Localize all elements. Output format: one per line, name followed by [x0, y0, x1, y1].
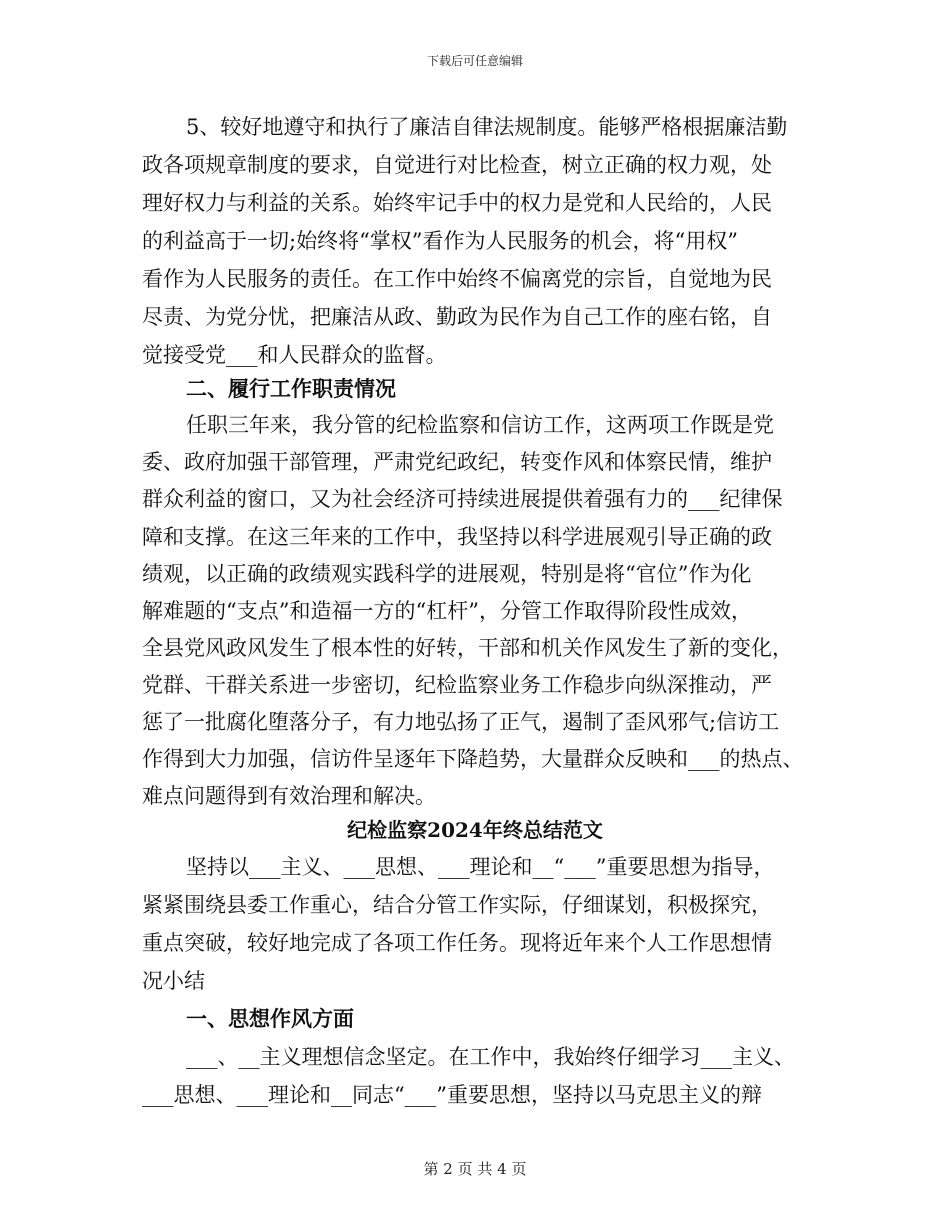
section-heading: 一、思想作风方面: [186, 1006, 354, 1031]
paragraph-line: 坚持以___主义、___思想、___理论和__“___”重要思想为指导，: [186, 855, 775, 879]
paragraph-line: 况小结: [142, 969, 205, 993]
paragraph-line: 理好权力与利益的关系。始终牢记手中的权力是党和人民给的，人民: [142, 191, 772, 215]
paragraph-line: 尽责、为党分忧，把廉洁从政、勤政为民作为自己工作的座右铭，自: [142, 305, 772, 329]
paragraph-line: 任职三年来，我分管的纪检监察和信访工作，这两项工作既是党: [186, 413, 774, 437]
page-number-footer: 第 2 页 共 4 页: [423, 1160, 527, 1178]
paragraph-line: 作得到大力加强，信访件呈逐年下降趋势，大量群众反映和___的热点、: [142, 747, 804, 771]
paragraph-line: 觉接受党___和人民群众的监督。: [142, 343, 447, 367]
paragraph-line: 绩观，以正确的政绩观实践科学的进展观，特别是将“官位”作为化: [142, 562, 752, 586]
paragraph-line: 惩了一批腐化堕落分子，有力地弘扬了正气，遏制了歪风邪气;信访工: [142, 710, 780, 734]
paragraph-line: 党群、干群关系进一步密切，纪检监察业务工作稳步向纵深推动，严: [142, 673, 772, 697]
paragraph-line: 难点问题得到有效治理和解决。: [142, 784, 436, 808]
section-heading: 二、履行工作职责情况: [186, 376, 396, 401]
document-title: 纪检监察2024年终总结范文: [347, 818, 603, 842]
paragraph-line: ___、__主义理想信念坚定。在工作中，我始终仔细学习___主义、: [186, 1045, 795, 1069]
paragraph-line: 解难题的“支点”和造福一方的“杠杆”，分管工作取得阶段性成效，: [142, 599, 752, 623]
paragraph-line: 看作为人民服务的责任。在工作中始终不偏离党的宗旨，自觉地为民: [142, 267, 772, 291]
paragraph-line: ___思想、___理论和__同志“___”重要思想，坚持以马克思主义的辩: [142, 1083, 762, 1107]
paragraph-line: 政各项规章制度的要求，自觉进行对比检查，树立正确的权力观，处: [142, 153, 772, 177]
paragraph-line: 群众利益的窗口，又为社会经济可持续进展提供着强有力的___纪律保: [142, 487, 783, 511]
paragraph-line: 的利益高于一切;始终将“掌权”看作为人民服务的机会，将“用权”: [142, 229, 739, 253]
paragraph-line: 5、较好地遵守和执行了廉洁自律法规制度。能够严格根据廉洁勤: [186, 115, 788, 139]
page-header-note: 下载后可任意编辑: [426, 54, 523, 68]
paragraph-line: 全县党风政风发生了根本性的好转，干部和机关作风发生了新的变化，: [142, 636, 793, 660]
paragraph-line: 障和支撑。在这三年来的工作中，我坚持以科学进展观引导正确的政: [142, 525, 772, 549]
paragraph-line: 紧紧围绕县委工作重心，结合分管工作实际，仔细谋划，积极探究，: [142, 893, 772, 917]
paragraph-line: 重点突破，较好地完成了各项工作任务。现将近年来个人工作思想情: [142, 931, 772, 955]
paragraph-line: 委、政府加强干部管理，严肃党纪政纪，转变作风和体察民情，维护: [142, 450, 772, 474]
